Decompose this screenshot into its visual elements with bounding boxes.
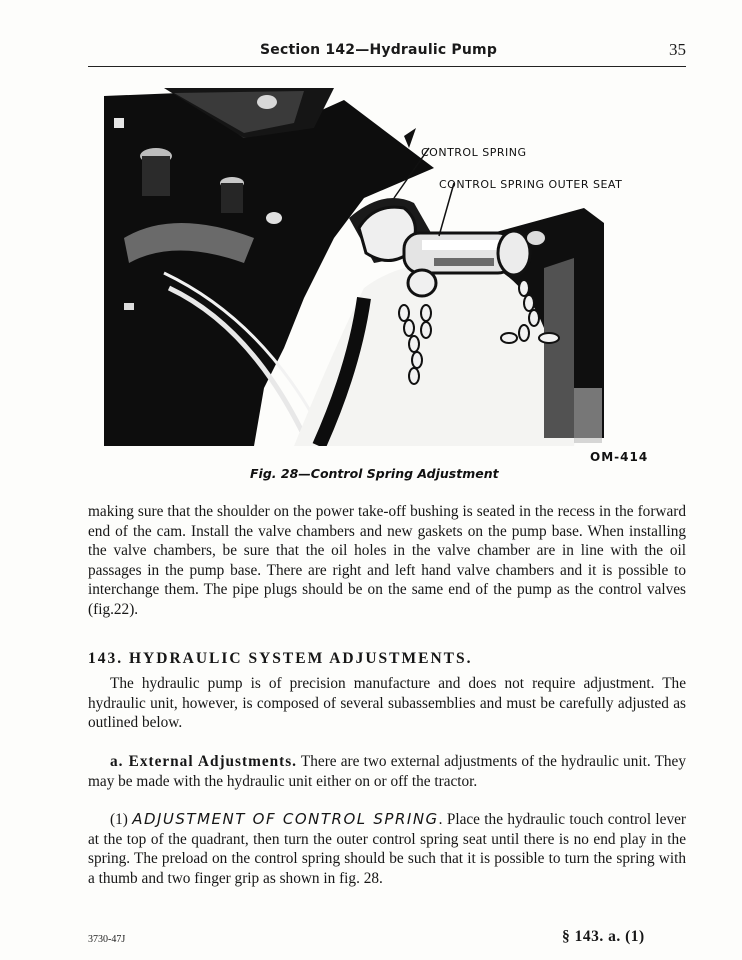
figure-photo — [104, 88, 604, 446]
footer-print-code: 3730-47J — [88, 934, 126, 945]
running-header — [88, 40, 686, 67]
item-text: . Place the hydraulic touch control lever at the top of the quadrant, then turn the outer control spring seat until there is no end play in the spring. The preload on the control spring should be such that it is possible to turn the spring with a thumb and two finger grip as shown in fig. 28. — [88, 811, 686, 887]
callout-control-spring: CONTROL SPRING — [421, 146, 527, 159]
item-lead: ADJUSTMENT OF CONTROL SPRING — [132, 810, 439, 828]
figure-id: OM-414 — [590, 450, 649, 464]
footer-section-ref: § 143. a. (1) — [562, 928, 645, 945]
page-number: 35 — [669, 40, 686, 59]
figure-caption: Fig. 28—Control Spring Adjustment — [250, 466, 499, 481]
callout-outer-seat: CONTROL SPRING OUTER SEAT — [439, 178, 623, 191]
paragraph-continuation: making sure that the shoulder on the power take-off bushing is seated in the recess in the forward end of the cam. Install the valve chambers and new gaskets on the pump base. When installing the valve chambers, be sure that the oil holes in the valve chamber are in line with the oil passages in the pump base. There are right and left hand valve chambers and it is possible to interchange them. The pipe plugs should be on the same end of the pump as the control valves (fig.22). — [88, 503, 686, 618]
section-heading: 143. HYDRAULIC SYSTEM ADJUSTMENTS. — [88, 650, 473, 667]
subsection-text: There are two external adjustments of the hydraulic unit. They may be made with the hydraulic unit either on or off the tractor. — [88, 753, 686, 790]
paragraph-control-spring — [88, 810, 686, 888]
paragraph-intro: The hydraulic pump is of precision manufacture and does not require adjustment. The hydraulic unit, however, is composed of several subassemblies and must be carefully adjusted as outlined below. — [88, 675, 686, 731]
subsection-lead: a. External Adjustments. — [110, 753, 298, 770]
running-title: Section 142—Hydraulic Pump — [260, 42, 498, 58]
paragraph-external-adjustments — [88, 752, 686, 791]
item-number: (1) — [110, 811, 133, 828]
pump-photo-illustration — [104, 88, 604, 446]
